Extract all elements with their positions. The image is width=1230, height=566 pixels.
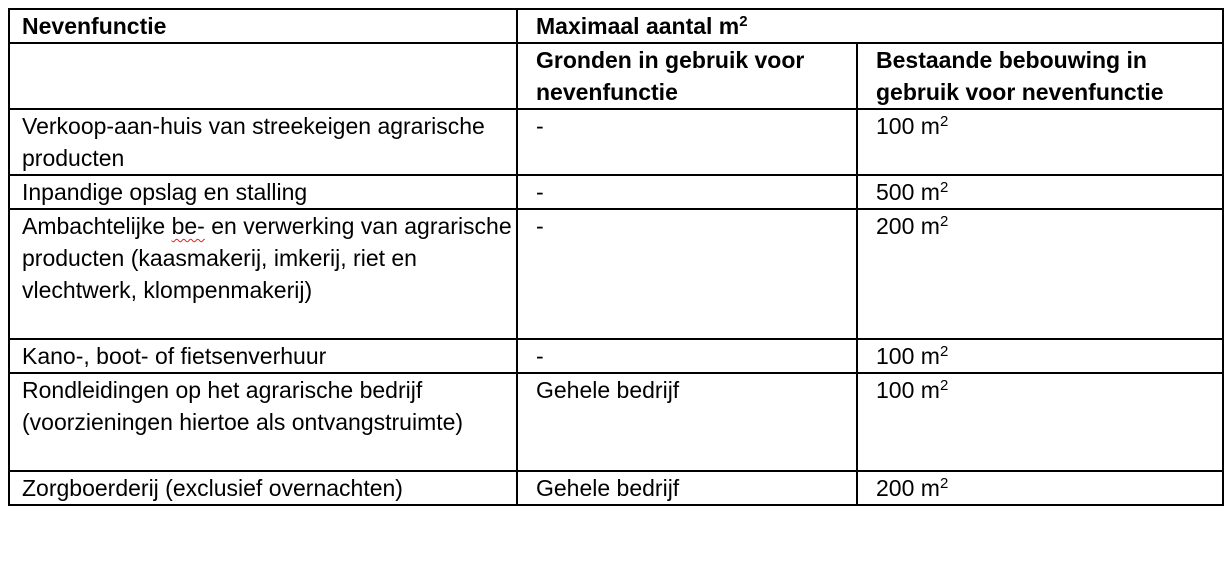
table-row xyxy=(9,209,1223,339)
bebouwing-value: 500 xyxy=(876,179,915,205)
spellcheck-flagged-word: be- xyxy=(171,213,205,239)
unit: m xyxy=(920,377,940,403)
cell-gronden: - xyxy=(517,175,857,209)
unit-sup: 2 xyxy=(939,113,949,130)
cell-bebouwing xyxy=(857,175,1223,209)
unit: m xyxy=(920,213,940,239)
table-row xyxy=(9,471,1223,505)
table-row xyxy=(9,175,1223,209)
cell-bebouwing xyxy=(857,471,1223,505)
table-header-row xyxy=(9,9,1223,43)
cell-gronden: - xyxy=(517,109,857,175)
bebouwing-value: 200 xyxy=(876,475,915,501)
header-gronden: Gronden in gebruik voor nevenfunctie xyxy=(517,43,857,109)
header-nevenfunctie: Nevenfunctie xyxy=(9,9,517,43)
unit: m xyxy=(920,475,940,501)
unit-sup: 2 xyxy=(939,377,949,394)
cell-bebouwing xyxy=(857,209,1223,339)
cell-functie: Verkoop-aan-huis van streekeigen agrarische producten xyxy=(9,109,517,175)
cell-bebouwing xyxy=(857,373,1223,471)
cell-functie: Zorgboerderij (exclusief overnachten) xyxy=(9,471,517,505)
functie-text-before: Ambachtelijke xyxy=(22,213,172,239)
bebouwing-value: 100 xyxy=(876,113,915,139)
header-maximaal-text: Maximaal aantal m xyxy=(536,13,740,39)
unit: m xyxy=(920,179,940,205)
unit-sup: 2 xyxy=(939,343,949,360)
nevenfuncties-table xyxy=(8,8,1224,506)
unit-sup: 2 xyxy=(939,179,949,196)
functie-text-after: en verwerking van agrarische producten (kaasmakerij, imkerij, riet en vlechtwerk, klompenmakerij) xyxy=(22,213,512,303)
table-row xyxy=(9,109,1223,175)
cell-bebouwing xyxy=(857,109,1223,175)
table-subheader-row xyxy=(9,43,1223,109)
cell-bebouwing xyxy=(857,339,1223,373)
bebouwing-value: 100 xyxy=(876,343,915,369)
header-maximaal-sup: 2 xyxy=(739,13,748,30)
cell-gronden: Gehele bedrijf xyxy=(517,373,857,471)
cell-functie: Inpandige opslag en stalling xyxy=(9,175,517,209)
unit: m xyxy=(920,113,940,139)
cell-functie: Rondleidingen op het agrarische bedrijf (voorzieningen hiertoe als ontvangstruimte) xyxy=(9,373,517,471)
header-bebouwing: Bestaande bebouwing in gebruik voor nevenfunctie xyxy=(857,43,1223,109)
cell-functie xyxy=(9,209,517,339)
header-maximaal-aantal xyxy=(517,9,1223,43)
table-row xyxy=(9,339,1223,373)
cell-gronden: - xyxy=(517,209,857,339)
unit-sup: 2 xyxy=(939,213,949,230)
header-empty-cell xyxy=(9,43,517,109)
cell-functie: Kano-, boot- of fietsenverhuur xyxy=(9,339,517,373)
unit-sup: 2 xyxy=(939,475,949,492)
table-row xyxy=(9,373,1223,471)
bebouwing-value: 100 xyxy=(876,377,915,403)
bebouwing-value: 200 xyxy=(876,213,915,239)
cell-gronden: - xyxy=(517,339,857,373)
unit: m xyxy=(920,343,940,369)
cell-gronden: Gehele bedrijf xyxy=(517,471,857,505)
